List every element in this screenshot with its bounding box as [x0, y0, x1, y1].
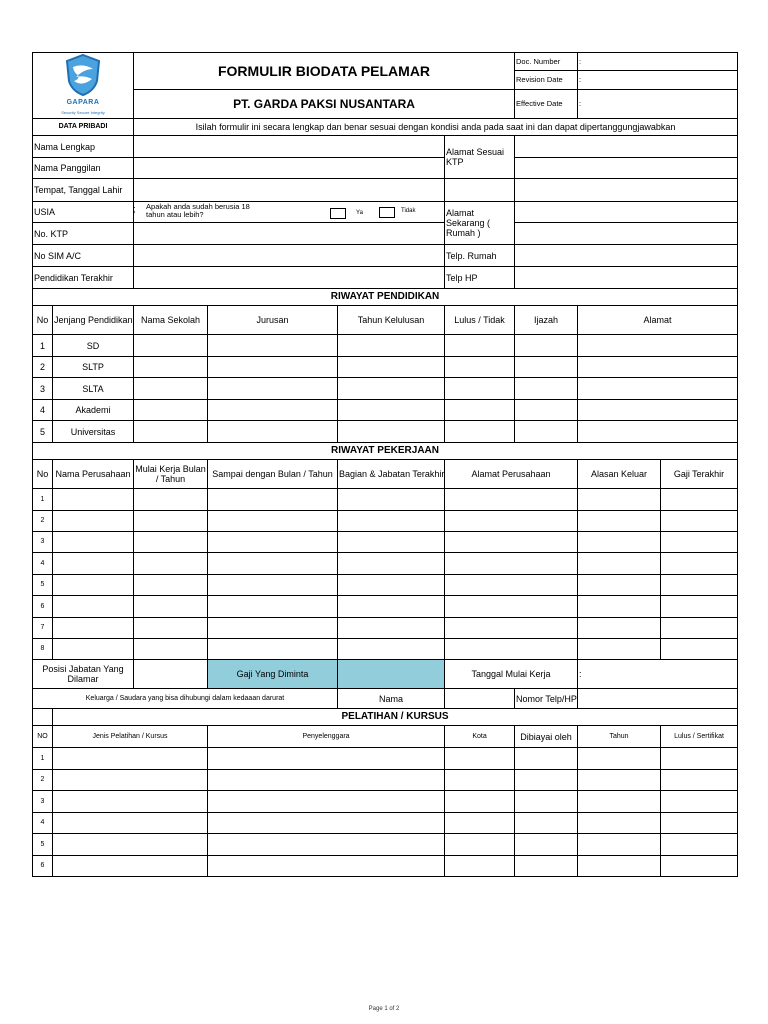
- work-cell[interactable]: [445, 618, 578, 639]
- work-cell[interactable]: [578, 532, 661, 553]
- shield-logo-icon: [64, 53, 102, 97]
- work-row: [33, 596, 738, 618]
- training-row-no: 6: [33, 856, 53, 877]
- edu-cell[interactable]: [208, 421, 338, 443]
- work-cell[interactable]: [338, 511, 445, 532]
- work-cell[interactable]: [445, 596, 578, 618]
- personal-section-label: DATA PRIBADI: [33, 119, 134, 136]
- usia-label-cell: [33, 202, 134, 223]
- telp-hp-field[interactable]: [515, 267, 738, 289]
- edu-cell[interactable]: [134, 357, 208, 378]
- work-cell[interactable]: [208, 511, 338, 532]
- work-cell[interactable]: [338, 575, 445, 596]
- work-cell[interactable]: [53, 532, 134, 553]
- logo-cell: [33, 53, 134, 119]
- work-cell[interactable]: [578, 575, 661, 596]
- edu-cell[interactable]: [134, 335, 208, 357]
- training-cell[interactable]: [445, 791, 515, 813]
- edu-header-alamat: Alamat: [578, 306, 738, 335]
- work-cell[interactable]: [53, 639, 134, 660]
- work-cell[interactable]: [208, 639, 338, 660]
- edu-cell[interactable]: [338, 378, 445, 400]
- edu-row: [33, 378, 738, 400]
- doc-number-value[interactable]: :: [578, 53, 738, 71]
- training-cell[interactable]: [445, 834, 515, 856]
- training-cell[interactable]: [208, 834, 445, 856]
- training-cell[interactable]: [445, 770, 515, 791]
- work-cell[interactable]: [578, 639, 661, 660]
- training-header-jenis: Jenis Pelatihan / Kursus: [53, 726, 208, 748]
- edu-cell[interactable]: [445, 378, 515, 400]
- training-title-blank: [33, 709, 53, 726]
- work-header-gaji: Gaji Terakhir: [661, 460, 738, 489]
- work-cell[interactable]: [578, 596, 661, 618]
- training-cell[interactable]: [53, 748, 208, 770]
- work-cell[interactable]: [134, 489, 208, 511]
- work-row-no: 3: [33, 532, 53, 553]
- education-section-title: RIWAYAT PENDIDIKAN: [33, 289, 738, 306]
- no-ktp-label: No. KTP: [33, 223, 134, 245]
- usia-label: USIA: [34, 207, 56, 217]
- effective-date-value[interactable]: :: [578, 89, 738, 118]
- work-cell[interactable]: [578, 553, 661, 575]
- work-row-no: 4: [33, 553, 53, 575]
- work-header-no: No: [33, 460, 53, 489]
- work-cell[interactable]: [661, 489, 738, 511]
- work-cell[interactable]: [53, 489, 134, 511]
- training-cell[interactable]: [661, 834, 738, 856]
- alamat-ktp-field-2[interactable]: [515, 158, 738, 179]
- edu-cell[interactable]: [208, 335, 338, 357]
- training-cell[interactable]: [578, 748, 661, 770]
- training-row-no: 5: [33, 834, 53, 856]
- work-cell[interactable]: [661, 532, 738, 553]
- work-cell[interactable]: [338, 639, 445, 660]
- work-cell[interactable]: [338, 596, 445, 618]
- work-cell[interactable]: [53, 618, 134, 639]
- training-cell[interactable]: [208, 813, 445, 834]
- revision-date-value[interactable]: :: [578, 71, 738, 89]
- edu-cell[interactable]: [578, 335, 738, 357]
- work-row: [33, 532, 738, 553]
- work-cell[interactable]: [208, 618, 338, 639]
- training-cell[interactable]: [578, 856, 661, 877]
- alamat-ktp-blank: [445, 179, 515, 202]
- work-cell[interactable]: [661, 575, 738, 596]
- usia-question: Apakah anda sudah berusia 18 tahun atau lebih?: [146, 202, 250, 219]
- work-row-no: 1: [33, 489, 53, 511]
- edu-header-jenjang: Jenjang Pendidikan: [53, 306, 134, 335]
- work-cell[interactable]: [53, 511, 134, 532]
- work-header-alamat: Alamat Perusahaan: [445, 460, 578, 489]
- keluarga-nama-field[interactable]: [445, 689, 515, 709]
- training-cell[interactable]: [578, 791, 661, 813]
- work-header-perusahaan: Nama Perusahaan: [53, 460, 134, 489]
- training-row-no: 2: [33, 770, 53, 791]
- edu-cell[interactable]: [134, 400, 208, 421]
- instruction-text: Isilah formulir ini secara lengkap dan benar sesuai dengan kondisi anda pada saat ini dan dapat dipertanggungjawabkan: [134, 119, 738, 136]
- training-row: [33, 748, 738, 770]
- work-row-no: 2: [33, 511, 53, 532]
- edu-cell[interactable]: [515, 378, 578, 400]
- nama-panggilan-field[interactable]: [134, 158, 445, 179]
- edu-cell[interactable]: [338, 357, 445, 378]
- edu-row-no: 4: [33, 400, 53, 421]
- training-row: [33, 791, 738, 813]
- work-cell[interactable]: [53, 553, 134, 575]
- work-header-alasan: Alasan Keluar: [578, 460, 661, 489]
- edu-row-level: SLTA: [53, 378, 134, 400]
- edu-cell[interactable]: [578, 400, 738, 421]
- edu-cell[interactable]: [445, 335, 515, 357]
- work-section-title: RIWAYAT PEKERJAAN: [33, 443, 738, 460]
- tempat-tanggal-lahir-label: Tempat, Tanggal Lahir: [33, 179, 134, 202]
- training-cell[interactable]: [53, 770, 208, 791]
- training-cell[interactable]: [578, 770, 661, 791]
- pendidikan-terakhir-field[interactable]: [134, 267, 445, 289]
- work-row: [33, 618, 738, 639]
- training-row: [33, 813, 738, 834]
- alamat-sekarang-label: Alamat Sekarang ( Rumah ): [445, 202, 515, 245]
- work-cell[interactable]: [134, 596, 208, 618]
- edu-row-level: Universitas: [53, 421, 134, 443]
- edu-header-lulus: Lulus / Tidak: [445, 306, 515, 335]
- edu-header-tahun: Tahun Kelulusan: [338, 306, 445, 335]
- training-header-tahun: Tahun: [578, 726, 661, 748]
- training-cell[interactable]: [515, 791, 578, 813]
- tanggal-mulai-label: Tanggal Mulai Kerja: [445, 660, 578, 689]
- page-footer: Page 1 of 2: [368, 1006, 400, 1012]
- edu-cell[interactable]: [445, 400, 515, 421]
- training-header-penyelenggara: Penyelenggara: [208, 726, 445, 748]
- edu-row: [33, 421, 738, 443]
- work-cell[interactable]: [445, 575, 578, 596]
- training-cell[interactable]: [208, 748, 445, 770]
- work-cell[interactable]: [208, 489, 338, 511]
- edu-cell[interactable]: [515, 335, 578, 357]
- training-cell[interactable]: [661, 856, 738, 877]
- logo-tagline: Security Secure Integrity: [61, 110, 105, 115]
- work-cell[interactable]: [445, 639, 578, 660]
- no-sim-field[interactable]: [134, 245, 445, 267]
- work-cell[interactable]: [134, 532, 208, 553]
- ya-checkbox[interactable]: [330, 208, 346, 219]
- telp-hp-label: Telp HP: [445, 267, 515, 289]
- work-row: [33, 639, 738, 660]
- training-row: [33, 856, 738, 877]
- edu-row-no: 1: [33, 335, 53, 357]
- keluarga-telp-field[interactable]: [578, 689, 738, 709]
- company-name: PT. GARDA PAKSI NUSANTARA: [134, 89, 515, 118]
- training-header-no: NO: [33, 726, 53, 748]
- work-row-no: 5: [33, 575, 53, 596]
- training-header-dibiayai: Dibiayai oleh: [515, 726, 578, 748]
- telp-rumah-field[interactable]: [515, 245, 738, 267]
- logo-name: GAPARA: [66, 99, 100, 106]
- work-cell[interactable]: [445, 532, 578, 553]
- doc-number-label: Doc. Number: [515, 53, 578, 71]
- work-cell[interactable]: [53, 575, 134, 596]
- company-logo: [34, 53, 132, 118]
- training-cell[interactable]: [445, 856, 515, 877]
- training-row-no: 3: [33, 791, 53, 813]
- work-cell[interactable]: [338, 618, 445, 639]
- edu-cell[interactable]: [208, 357, 338, 378]
- training-cell[interactable]: [208, 856, 445, 877]
- gaji-diminta-field[interactable]: [338, 660, 445, 689]
- work-cell[interactable]: [208, 532, 338, 553]
- work-cell[interactable]: [578, 511, 661, 532]
- edu-row: [33, 357, 738, 378]
- training-cell[interactable]: [578, 813, 661, 834]
- training-header-kota: Kota: [445, 726, 515, 748]
- edu-cell[interactable]: [208, 400, 338, 421]
- training-cell[interactable]: [661, 748, 738, 770]
- edu-cell[interactable]: [134, 421, 208, 443]
- training-cell[interactable]: [53, 834, 208, 856]
- edu-row-no: 5: [33, 421, 53, 443]
- work-cell[interactable]: [53, 596, 134, 618]
- edu-cell[interactable]: [445, 421, 515, 443]
- work-cell[interactable]: [661, 596, 738, 618]
- work-cell[interactable]: [134, 618, 208, 639]
- work-cell[interactable]: [338, 532, 445, 553]
- tidak-label: Tidak: [401, 208, 416, 214]
- work-header-sampai: Sampai dengan Bulan / Tahun: [208, 460, 338, 489]
- edu-cell[interactable]: [338, 421, 445, 443]
- tidak-checkbox[interactable]: [379, 207, 395, 218]
- work-cell[interactable]: [338, 489, 445, 511]
- usia-colon: ;: [133, 204, 136, 214]
- work-cell[interactable]: [661, 511, 738, 532]
- work-cell[interactable]: [208, 575, 338, 596]
- ya-label: Ya: [356, 210, 363, 216]
- training-cell[interactable]: [515, 856, 578, 877]
- work-cell[interactable]: [661, 639, 738, 660]
- training-row: [33, 770, 738, 791]
- edu-header-no: No: [33, 306, 53, 335]
- keluarga-label: Keluarga / Saudara yang bisa dihubungi dalam kedaaan darurat: [33, 689, 338, 709]
- work-cell[interactable]: [208, 553, 338, 575]
- tempat-tanggal-lahir-field[interactable]: [134, 179, 445, 202]
- training-row: [33, 834, 738, 856]
- work-cell[interactable]: [661, 618, 738, 639]
- work-row: [33, 489, 738, 511]
- work-cell[interactable]: [578, 618, 661, 639]
- edu-cell[interactable]: [578, 421, 738, 443]
- work-header-jabatan: Bagian & Jabatan Terakhir: [338, 460, 445, 489]
- training-cell[interactable]: [445, 748, 515, 770]
- alamat-sekarang-field-2[interactable]: [515, 223, 738, 245]
- training-section-title: PELATIHAN / KURSUS: [53, 709, 738, 726]
- edu-cell[interactable]: [445, 357, 515, 378]
- edu-cell[interactable]: [515, 421, 578, 443]
- nama-lengkap-label: Nama Lengkap: [33, 136, 134, 158]
- work-cell[interactable]: [338, 553, 445, 575]
- edu-cell[interactable]: [578, 357, 738, 378]
- training-cell[interactable]: [53, 856, 208, 877]
- training-cell[interactable]: [515, 834, 578, 856]
- gaji-diminta-label: Gaji Yang Diminta: [208, 660, 338, 689]
- edu-row: [33, 335, 738, 357]
- training-cell[interactable]: [208, 770, 445, 791]
- posisi-label: Posisi Jabatan Yang Dilamar: [33, 660, 134, 689]
- pendidikan-terakhir-label: Pendidikan Terakhir: [33, 267, 134, 289]
- edu-row-level: Akademi: [53, 400, 134, 421]
- work-cell[interactable]: [208, 596, 338, 618]
- work-row: [33, 553, 738, 575]
- alamat-ktp-label: Alamat Sesuai KTP: [445, 136, 515, 179]
- edu-row-no: 3: [33, 378, 53, 400]
- training-row-no: 1: [33, 748, 53, 770]
- tanggal-mulai-field[interactable]: :: [578, 660, 738, 689]
- training-cell[interactable]: [515, 748, 578, 770]
- alamat-sekarang-field-1[interactable]: [515, 202, 738, 223]
- training-cell[interactable]: [208, 791, 445, 813]
- edu-cell[interactable]: [578, 378, 738, 400]
- edu-header-jurusan: Jurusan: [208, 306, 338, 335]
- form-title: FORMULIR BIODATA PELAMAR: [134, 53, 515, 90]
- edu-header-ijazah: Ijazah: [515, 306, 578, 335]
- edu-cell[interactable]: [338, 400, 445, 421]
- edu-cell[interactable]: [338, 335, 445, 357]
- training-cell[interactable]: [53, 791, 208, 813]
- edu-header-sekolah: Nama Sekolah: [134, 306, 208, 335]
- form-table: [32, 52, 738, 877]
- work-row-no: 7: [33, 618, 53, 639]
- training-cell[interactable]: [578, 834, 661, 856]
- work-header-mulai: Mulai Kerja Bulan / Tahun: [134, 460, 208, 489]
- posisi-field[interactable]: [134, 660, 208, 689]
- edu-row-level: SLTP: [53, 357, 134, 378]
- training-cell[interactable]: [445, 813, 515, 834]
- alamat-ktp-field-3[interactable]: [515, 179, 738, 202]
- nama-lengkap-field[interactable]: [134, 136, 445, 158]
- work-cell[interactable]: [134, 575, 208, 596]
- edu-cell[interactable]: [134, 378, 208, 400]
- work-row: [33, 575, 738, 596]
- effective-date-label: Effective Date: [515, 89, 578, 118]
- work-row-no: 6: [33, 596, 53, 618]
- edu-cell[interactable]: [515, 400, 578, 421]
- usia-question-cell: [134, 202, 445, 223]
- training-cell[interactable]: [515, 770, 578, 791]
- work-cell[interactable]: [661, 553, 738, 575]
- training-row-no: 4: [33, 813, 53, 834]
- training-cell[interactable]: [661, 770, 738, 791]
- keluarga-telp-label: Nomor Telp/HP: [515, 689, 578, 709]
- work-cell[interactable]: [445, 489, 578, 511]
- edu-cell[interactable]: [515, 357, 578, 378]
- alamat-ktp-field-1[interactable]: [515, 136, 738, 158]
- no-sim-label: No SIM A/C: [33, 245, 134, 267]
- work-row: [33, 511, 738, 532]
- work-cell[interactable]: [134, 639, 208, 660]
- edu-cell[interactable]: [208, 378, 338, 400]
- keluarga-nama-label: Nama: [338, 689, 445, 709]
- training-cell[interactable]: [661, 791, 738, 813]
- revision-date-label: Revision Date: [515, 71, 578, 89]
- edu-row-no: 2: [33, 357, 53, 378]
- work-cell[interactable]: [578, 489, 661, 511]
- training-cell[interactable]: [661, 813, 738, 834]
- edu-row-level: SD: [53, 335, 134, 357]
- work-cell[interactable]: [134, 553, 208, 575]
- work-cell[interactable]: [134, 511, 208, 532]
- work-row-no: 8: [33, 639, 53, 660]
- nama-panggilan-label: Nama Panggilan: [33, 158, 134, 179]
- no-ktp-field[interactable]: [134, 223, 445, 245]
- training-cell[interactable]: [515, 813, 578, 834]
- work-cell[interactable]: [445, 553, 578, 575]
- work-cell[interactable]: [445, 511, 578, 532]
- edu-row: [33, 400, 738, 421]
- biodata-form: [32, 52, 737, 877]
- training-cell[interactable]: [53, 813, 208, 834]
- telp-rumah-label: Telp. Rumah: [445, 245, 515, 267]
- training-header-lulus: Lulus / Sertifikat: [661, 726, 738, 748]
